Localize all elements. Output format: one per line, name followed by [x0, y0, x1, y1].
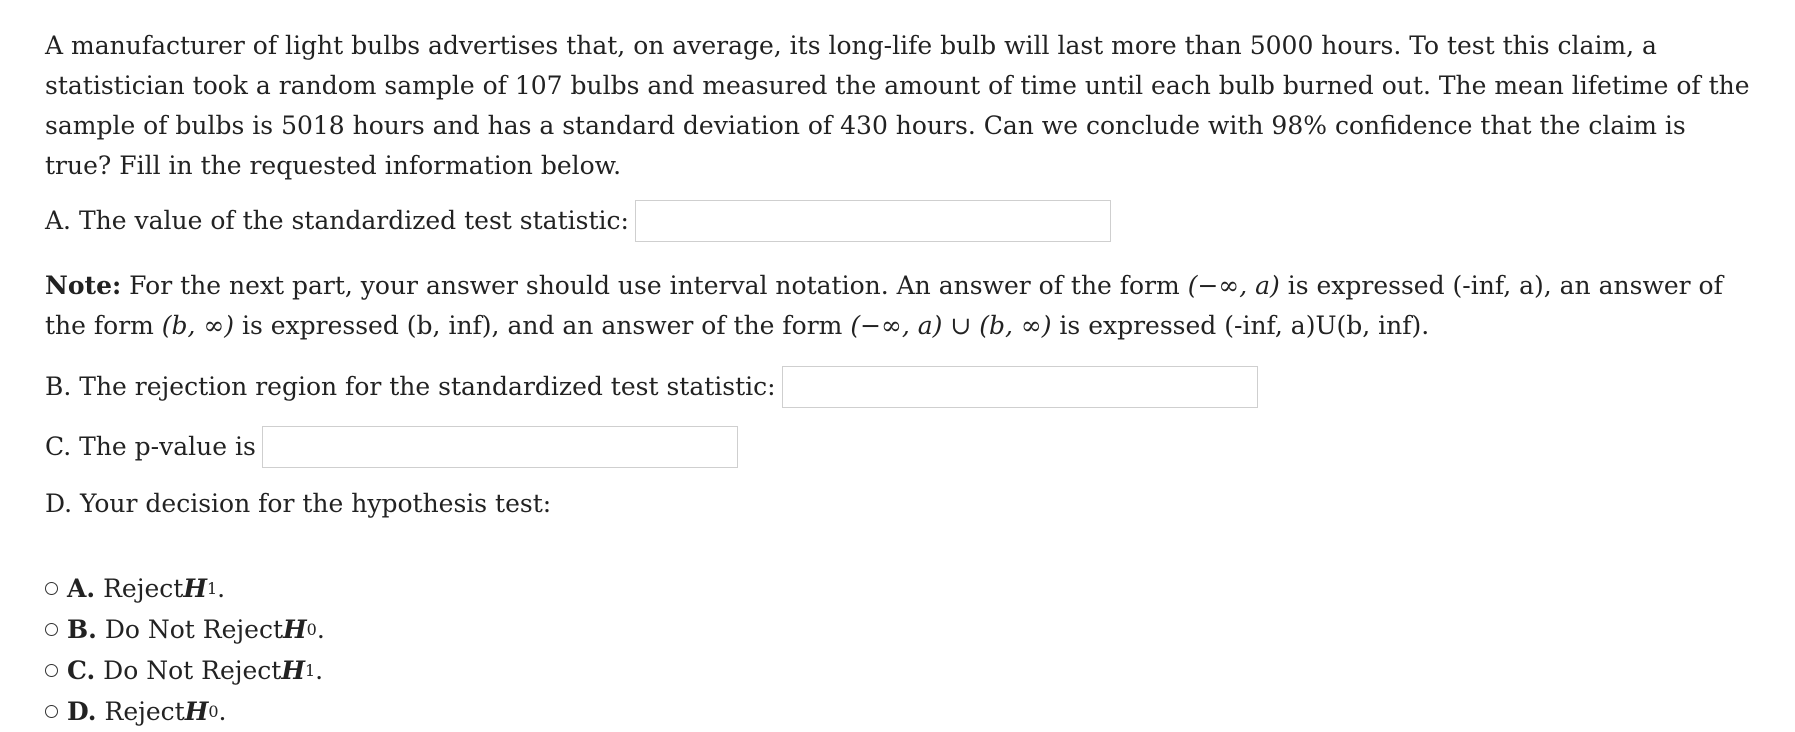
choice-text: Do Not Reject	[103, 655, 282, 685]
part-c-answer-input[interactable]	[262, 426, 738, 468]
interval-notation-note	[45, 266, 1755, 346]
hypothesis-subscript: 1	[304, 660, 316, 680]
choice-a[interactable]	[45, 568, 1750, 609]
part-c-label: C. The p-value is	[45, 432, 256, 461]
choice-end: .	[315, 655, 324, 685]
choice-d[interactable]	[45, 691, 1750, 732]
hypothesis-subscript: 0	[306, 619, 317, 639]
note-text-3: is expressed (b, inf), and an answer of the form	[234, 311, 851, 340]
choice-text: Reject	[103, 573, 184, 603]
note-math-3: (−∞, a) ∪ (b, ∞)	[850, 311, 1052, 340]
choice-letter: C.	[67, 655, 96, 685]
choice-letter: B.	[67, 614, 97, 644]
hypothesis-symbol: H	[281, 655, 305, 685]
radio-button-icon[interactable]	[45, 664, 58, 677]
part-b-label: B. The rejection region for the standardized test statistic:	[45, 372, 776, 401]
decision-choices	[45, 568, 1750, 732]
note-text-4: is expressed (-inf, a)U(b, inf).	[1051, 311, 1430, 340]
part-b-row	[45, 364, 1750, 410]
hypothesis-subscript: 1	[206, 578, 218, 598]
part-a-answer-input[interactable]	[635, 200, 1111, 242]
note-label: Note:	[45, 271, 122, 300]
radio-button-icon[interactable]	[45, 623, 58, 636]
choice-letter: A.	[67, 573, 96, 603]
hypothesis-subscript: 0	[208, 701, 219, 721]
part-b-answer-input[interactable]	[782, 366, 1258, 408]
hypothesis-symbol: H	[283, 614, 307, 644]
part-a-row	[45, 198, 1750, 244]
hypothesis-symbol: H	[183, 573, 207, 603]
part-d-label: D. Your decision for the hypothesis test:	[45, 489, 552, 518]
choice-letter: D.	[67, 696, 97, 726]
part-a-label: A. The value of the standardized test statistic:	[45, 206, 629, 235]
radio-button-icon[interactable]	[45, 582, 58, 595]
hypothesis-symbol: H	[184, 696, 209, 726]
choice-c[interactable]	[45, 650, 1750, 691]
problem-statement: A manufacturer of light bulbs advertises that, on average, its long-life bulb will last more than 5000 hours. To test this claim, a statistician took a random sample of 107 bulbs and measured the amount of time until each bulb burned out. The mean lifetime of the sample of bulbs is 5018 hours and has a standard deviation of 430 hours. Can we conclude with 98% confidence that the claim is true? Fill in the requested information below.	[45, 31, 1750, 180]
choice-end: .	[316, 614, 325, 644]
choice-text: Reject	[104, 696, 185, 726]
choice-b[interactable]	[45, 609, 1750, 650]
note-math-2: (b, ∞)	[161, 311, 235, 340]
note-text-2: is expressed (-inf, a), an answer of the form	[45, 271, 1723, 340]
part-c-row	[45, 424, 1750, 470]
choice-text: Do Not Reject	[104, 614, 284, 644]
choice-end: .	[217, 573, 226, 603]
note-math-1: (−∞, a)	[1187, 271, 1280, 300]
choice-end: .	[218, 696, 227, 726]
radio-button-icon[interactable]	[45, 705, 58, 718]
note-text-1: For the next part, your answer should use interval notation. An answer of the form	[121, 271, 1188, 300]
